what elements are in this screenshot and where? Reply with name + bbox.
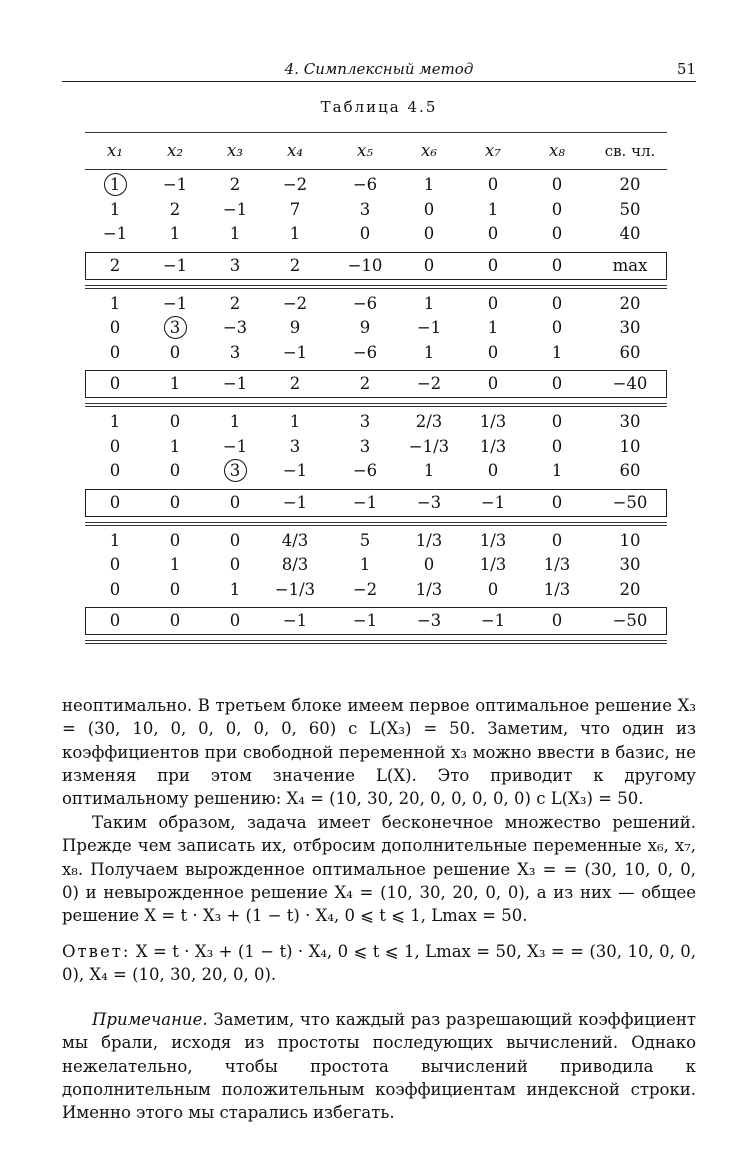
table-cell: −1 bbox=[352, 611, 378, 630]
table-cell: 10 bbox=[619, 530, 641, 550]
header-row bbox=[85, 139, 667, 163]
column-header: x₇ bbox=[485, 141, 501, 160]
table-cell: 30 bbox=[619, 412, 641, 431]
table-cell: −1 bbox=[162, 293, 188, 313]
table-cell: −6 bbox=[352, 342, 378, 362]
table-cell: −1/3 bbox=[274, 579, 316, 599]
column-header: x₅ bbox=[357, 141, 373, 160]
block-rule-double bbox=[85, 288, 667, 289]
column-header: x₆ bbox=[421, 141, 437, 160]
table-cell: 2/3 bbox=[415, 412, 443, 431]
table-cell: −10 bbox=[347, 255, 383, 275]
pivot-circle: 1 bbox=[104, 173, 127, 196]
table-cell: −40 bbox=[612, 374, 648, 393]
answer-text: X = t · X₃ + (1 − t) · X₄, 0 ⩽ t ⩽ 1, Lmax = 50, X₃ = = (30, 10, 0, 0, 0), X₄ = (10, 30, 20, 0, 0). bbox=[62, 942, 696, 985]
table-cell: 0 bbox=[551, 255, 563, 275]
table-cell: 9 bbox=[359, 318, 371, 337]
table-cell: −1 bbox=[222, 199, 248, 219]
table-cell: 1 bbox=[229, 579, 241, 599]
table-cell: −6 bbox=[352, 175, 378, 194]
note-label: Примечание. bbox=[92, 1010, 208, 1029]
table-cell: 1 bbox=[169, 555, 181, 574]
table-cell: 1 bbox=[551, 461, 563, 480]
table-cell: −1 bbox=[352, 492, 378, 512]
table-row bbox=[85, 578, 667, 602]
table-cell: 1/3 bbox=[543, 555, 571, 574]
table-cell: −6 bbox=[352, 461, 378, 480]
table-row bbox=[85, 316, 667, 340]
table-cell: 1 bbox=[289, 224, 301, 243]
table-cell: 0 bbox=[551, 175, 563, 194]
table-row bbox=[85, 198, 667, 222]
table-cell: 0 bbox=[423, 555, 435, 574]
table-cell: max bbox=[612, 255, 648, 275]
table-cell: 1 bbox=[423, 342, 435, 362]
table-cell: −50 bbox=[612, 611, 648, 630]
table-cell: 0 bbox=[169, 530, 181, 550]
table-cell: 2 bbox=[169, 199, 181, 219]
paragraph-1-text: неоптимально. В третьем блоке имеем первое оптимальное решение X₃ = (30, 10, 0, 0, 0, 0, 0, 60) с L(X₃) = 50. Заметим, что один из коэффициентов при свободной переменной x₃ можно ввести в базис, не изменяя при этом значение L(X). Это приводит к другому оптимальному решению: X₄ = (10, 30, 20, 0, 0, 0, 0, 0) с L(X₃) = 50. bbox=[62, 696, 696, 809]
table-cell: 1/3 bbox=[479, 530, 507, 550]
table-cell: 1/3 bbox=[543, 579, 571, 599]
table-cell: 1 bbox=[487, 199, 499, 219]
table-cell: 1 bbox=[551, 342, 563, 362]
table-cell: 1 bbox=[423, 461, 435, 480]
table-cell bbox=[145, 316, 205, 340]
table-cell: 2 bbox=[229, 293, 241, 313]
paragraph-1 bbox=[62, 694, 696, 810]
table-cell: 0 bbox=[109, 611, 121, 630]
table-cell: 0 bbox=[551, 318, 563, 337]
table-cell: 1/3 bbox=[415, 530, 443, 550]
table-row bbox=[85, 222, 667, 246]
table-cell: −1 bbox=[282, 461, 308, 480]
table-cell: 0 bbox=[169, 342, 181, 362]
table-cell: 0 bbox=[109, 461, 121, 480]
header-rule bbox=[85, 169, 667, 170]
table-cell: 0 bbox=[229, 530, 241, 550]
answer-label: Ответ: bbox=[62, 942, 131, 961]
block-rule bbox=[85, 522, 667, 523]
table-cell: 30 bbox=[619, 555, 641, 574]
table-cell: 1 bbox=[289, 412, 301, 431]
table-cell: 3 bbox=[359, 199, 371, 219]
column-header: x₄ bbox=[287, 141, 303, 160]
block-rule-double bbox=[85, 406, 667, 407]
table-cell: 2 bbox=[229, 175, 241, 194]
table-cell: −1 bbox=[162, 175, 188, 194]
index-row bbox=[85, 254, 667, 278]
table-cell: 0 bbox=[423, 199, 435, 219]
table-cell: 0 bbox=[487, 374, 499, 393]
table-cell: 2 bbox=[289, 255, 301, 275]
table-cell: −3 bbox=[222, 318, 248, 337]
table-cell: 1/3 bbox=[479, 555, 507, 574]
running-header bbox=[62, 60, 696, 82]
table-cell: 1 bbox=[169, 224, 181, 243]
table-cell: −1 bbox=[480, 611, 506, 630]
pivot-circle: 3 bbox=[164, 316, 187, 339]
table-cell: 0 bbox=[551, 611, 563, 630]
table-cell: −3 bbox=[416, 492, 442, 512]
block-rule bbox=[85, 403, 667, 404]
table-cell: 9 bbox=[289, 318, 301, 337]
table-cell: 30 bbox=[619, 318, 641, 337]
table-cell: 1/3 bbox=[479, 436, 507, 456]
note-block bbox=[62, 1008, 696, 1124]
page-number: 51 bbox=[676, 60, 696, 78]
table-cell: −50 bbox=[612, 492, 648, 512]
table-caption: Таблица 4.5 bbox=[320, 98, 438, 116]
table-cell: 20 bbox=[619, 579, 641, 599]
table-cell: 0 bbox=[109, 374, 121, 393]
table-cell: 1 bbox=[423, 175, 435, 194]
answer-block bbox=[62, 940, 696, 987]
table-cell: 1 bbox=[229, 412, 241, 431]
table-row bbox=[85, 341, 667, 365]
table-cell: 0 bbox=[487, 342, 499, 362]
table-cell: 1 bbox=[359, 555, 371, 574]
table-cell: 1/3 bbox=[479, 412, 507, 431]
table-top-rule bbox=[85, 132, 667, 133]
table-cell: 0 bbox=[551, 224, 563, 243]
table-cell: 0 bbox=[109, 342, 121, 362]
paragraph-2-text: Таким образом, задача имеет бесконечное множество решений. Прежде чем записать их, отбросим дополнительные переменные x₆, x₇, x₈. Получаем вырожденное оптимальное решение X₃ = = (30, 10, 0, 0, 0) и невырожденное решение X₄ = (10, 30, 20, 0, 0), а из них — общее решение X = t · X₃ + (1 − t) · X₄, 0 ⩽ t ⩽ 1, Lmax = 50. bbox=[62, 813, 696, 926]
table-cell: 10 bbox=[619, 436, 641, 456]
table-cell: −1 bbox=[282, 492, 308, 512]
table-cell: 1 bbox=[109, 412, 121, 431]
table-cell: 0 bbox=[487, 224, 499, 243]
table-cell: −1 bbox=[222, 436, 248, 456]
table-cell: 3 bbox=[229, 342, 241, 362]
block-rule-double bbox=[85, 525, 667, 526]
table-cell: −1 bbox=[416, 318, 442, 337]
table-cell: 3 bbox=[359, 436, 371, 456]
table-cell: 1 bbox=[109, 530, 121, 550]
table-row bbox=[85, 292, 667, 316]
table-row bbox=[85, 459, 667, 483]
table-cell: 60 bbox=[619, 342, 641, 362]
table-cell: 0 bbox=[229, 555, 241, 574]
table-cell: 0 bbox=[229, 611, 241, 630]
table-row bbox=[85, 173, 667, 197]
table-row bbox=[85, 553, 667, 577]
table-row bbox=[85, 529, 667, 553]
table-cell: 7 bbox=[289, 199, 301, 219]
table-cell: 1 bbox=[109, 293, 121, 313]
table-cell: 1 bbox=[487, 318, 499, 337]
table-cell: −2 bbox=[416, 374, 442, 393]
table-cell: 0 bbox=[169, 579, 181, 599]
table-cell: −1 bbox=[162, 255, 188, 275]
paragraph-2 bbox=[62, 811, 696, 927]
table-cell: 0 bbox=[109, 318, 121, 337]
table-cell: 5 bbox=[359, 530, 371, 550]
table-cell: 0 bbox=[109, 579, 121, 599]
table-cell: 0 bbox=[169, 412, 181, 431]
table-cell: 3 bbox=[229, 255, 241, 275]
note-text: Заметим, что каждый раз разрешающий коэффициент мы брали, исходя из простоты последующих вычислений. Однако нежелательно, чтобы простота вычислений приводила к дополнительным положительным коэффициентам индексной строки. Именно этого мы старались избегать. bbox=[62, 1010, 697, 1123]
table-cell: −2 bbox=[282, 175, 308, 194]
table-cell bbox=[85, 173, 145, 197]
table-cell: 0 bbox=[487, 579, 499, 599]
table-cell: 0 bbox=[229, 492, 241, 512]
table-cell: 1/3 bbox=[415, 579, 443, 599]
column-header: x₂ bbox=[167, 141, 183, 160]
table-cell: 0 bbox=[551, 293, 563, 313]
table-cell: 0 bbox=[551, 492, 563, 512]
table-cell: 50 bbox=[619, 199, 641, 219]
table-cell: 1 bbox=[169, 374, 181, 393]
block-rule bbox=[85, 640, 667, 641]
table-row bbox=[85, 410, 667, 434]
column-header: x₁ bbox=[107, 141, 123, 160]
pivot-circle: 3 bbox=[224, 459, 247, 482]
table-cell: 0 bbox=[487, 255, 499, 275]
table-cell: 20 bbox=[619, 175, 641, 194]
table-cell: 0 bbox=[487, 175, 499, 194]
block-rule bbox=[85, 285, 667, 286]
table-cell: 0 bbox=[551, 436, 563, 456]
block-rule-double bbox=[85, 643, 667, 644]
index-row bbox=[85, 372, 667, 396]
table-cell: −1 bbox=[480, 492, 506, 512]
table-cell: 3 bbox=[359, 412, 371, 431]
table-cell bbox=[205, 459, 265, 483]
table-cell: 0 bbox=[359, 224, 371, 243]
table-cell: 1 bbox=[423, 293, 435, 313]
table-cell: 0 bbox=[169, 611, 181, 630]
table-cell: 60 bbox=[619, 461, 641, 480]
table-cell: 8/3 bbox=[281, 555, 309, 574]
table-cell: 0 bbox=[109, 492, 121, 512]
table-cell: 0 bbox=[551, 530, 563, 550]
table-cell: −1/3 bbox=[408, 436, 450, 456]
table-cell: −6 bbox=[352, 293, 378, 313]
table-cell: 2 bbox=[289, 374, 301, 393]
table-cell: −1 bbox=[102, 224, 128, 243]
table-cell: 20 bbox=[619, 293, 641, 313]
table-cell: 0 bbox=[169, 461, 181, 480]
table-row bbox=[85, 435, 667, 459]
header-rule bbox=[62, 81, 696, 82]
table-cell: 0 bbox=[109, 436, 121, 456]
table-cell: 3 bbox=[289, 436, 301, 456]
table-cell: 0 bbox=[551, 412, 563, 431]
table-cell: 40 bbox=[619, 224, 641, 243]
table-cell: 0 bbox=[169, 492, 181, 512]
table-cell: 0 bbox=[551, 199, 563, 219]
table-cell: −1 bbox=[282, 342, 308, 362]
table-cell: 1 bbox=[229, 224, 241, 243]
table-cell: −1 bbox=[222, 374, 248, 393]
table-cell: −2 bbox=[282, 293, 308, 313]
table-cell: 2 bbox=[109, 255, 121, 275]
index-row bbox=[85, 609, 667, 633]
table-cell: 2 bbox=[359, 374, 371, 393]
table-cell: 0 bbox=[487, 461, 499, 480]
column-header: x₈ bbox=[549, 141, 565, 160]
table-cell: 1 bbox=[169, 436, 181, 456]
table-cell: 1 bbox=[109, 199, 121, 219]
table-cell: 0 bbox=[551, 374, 563, 393]
table-cell: −1 bbox=[282, 611, 308, 630]
table-cell: 0 bbox=[109, 555, 121, 574]
table-cell: −2 bbox=[352, 579, 378, 599]
column-header: x₃ bbox=[227, 141, 243, 160]
chapter-title: 4. Симплексный метод bbox=[284, 60, 474, 78]
table-cell: 0 bbox=[487, 293, 499, 313]
table-cell: 4/3 bbox=[281, 530, 309, 550]
table-cell: −3 bbox=[416, 611, 442, 630]
column-header: св. чл. bbox=[604, 142, 656, 160]
table-cell: 0 bbox=[423, 255, 435, 275]
table-cell: 0 bbox=[423, 224, 435, 243]
index-row bbox=[85, 491, 667, 515]
